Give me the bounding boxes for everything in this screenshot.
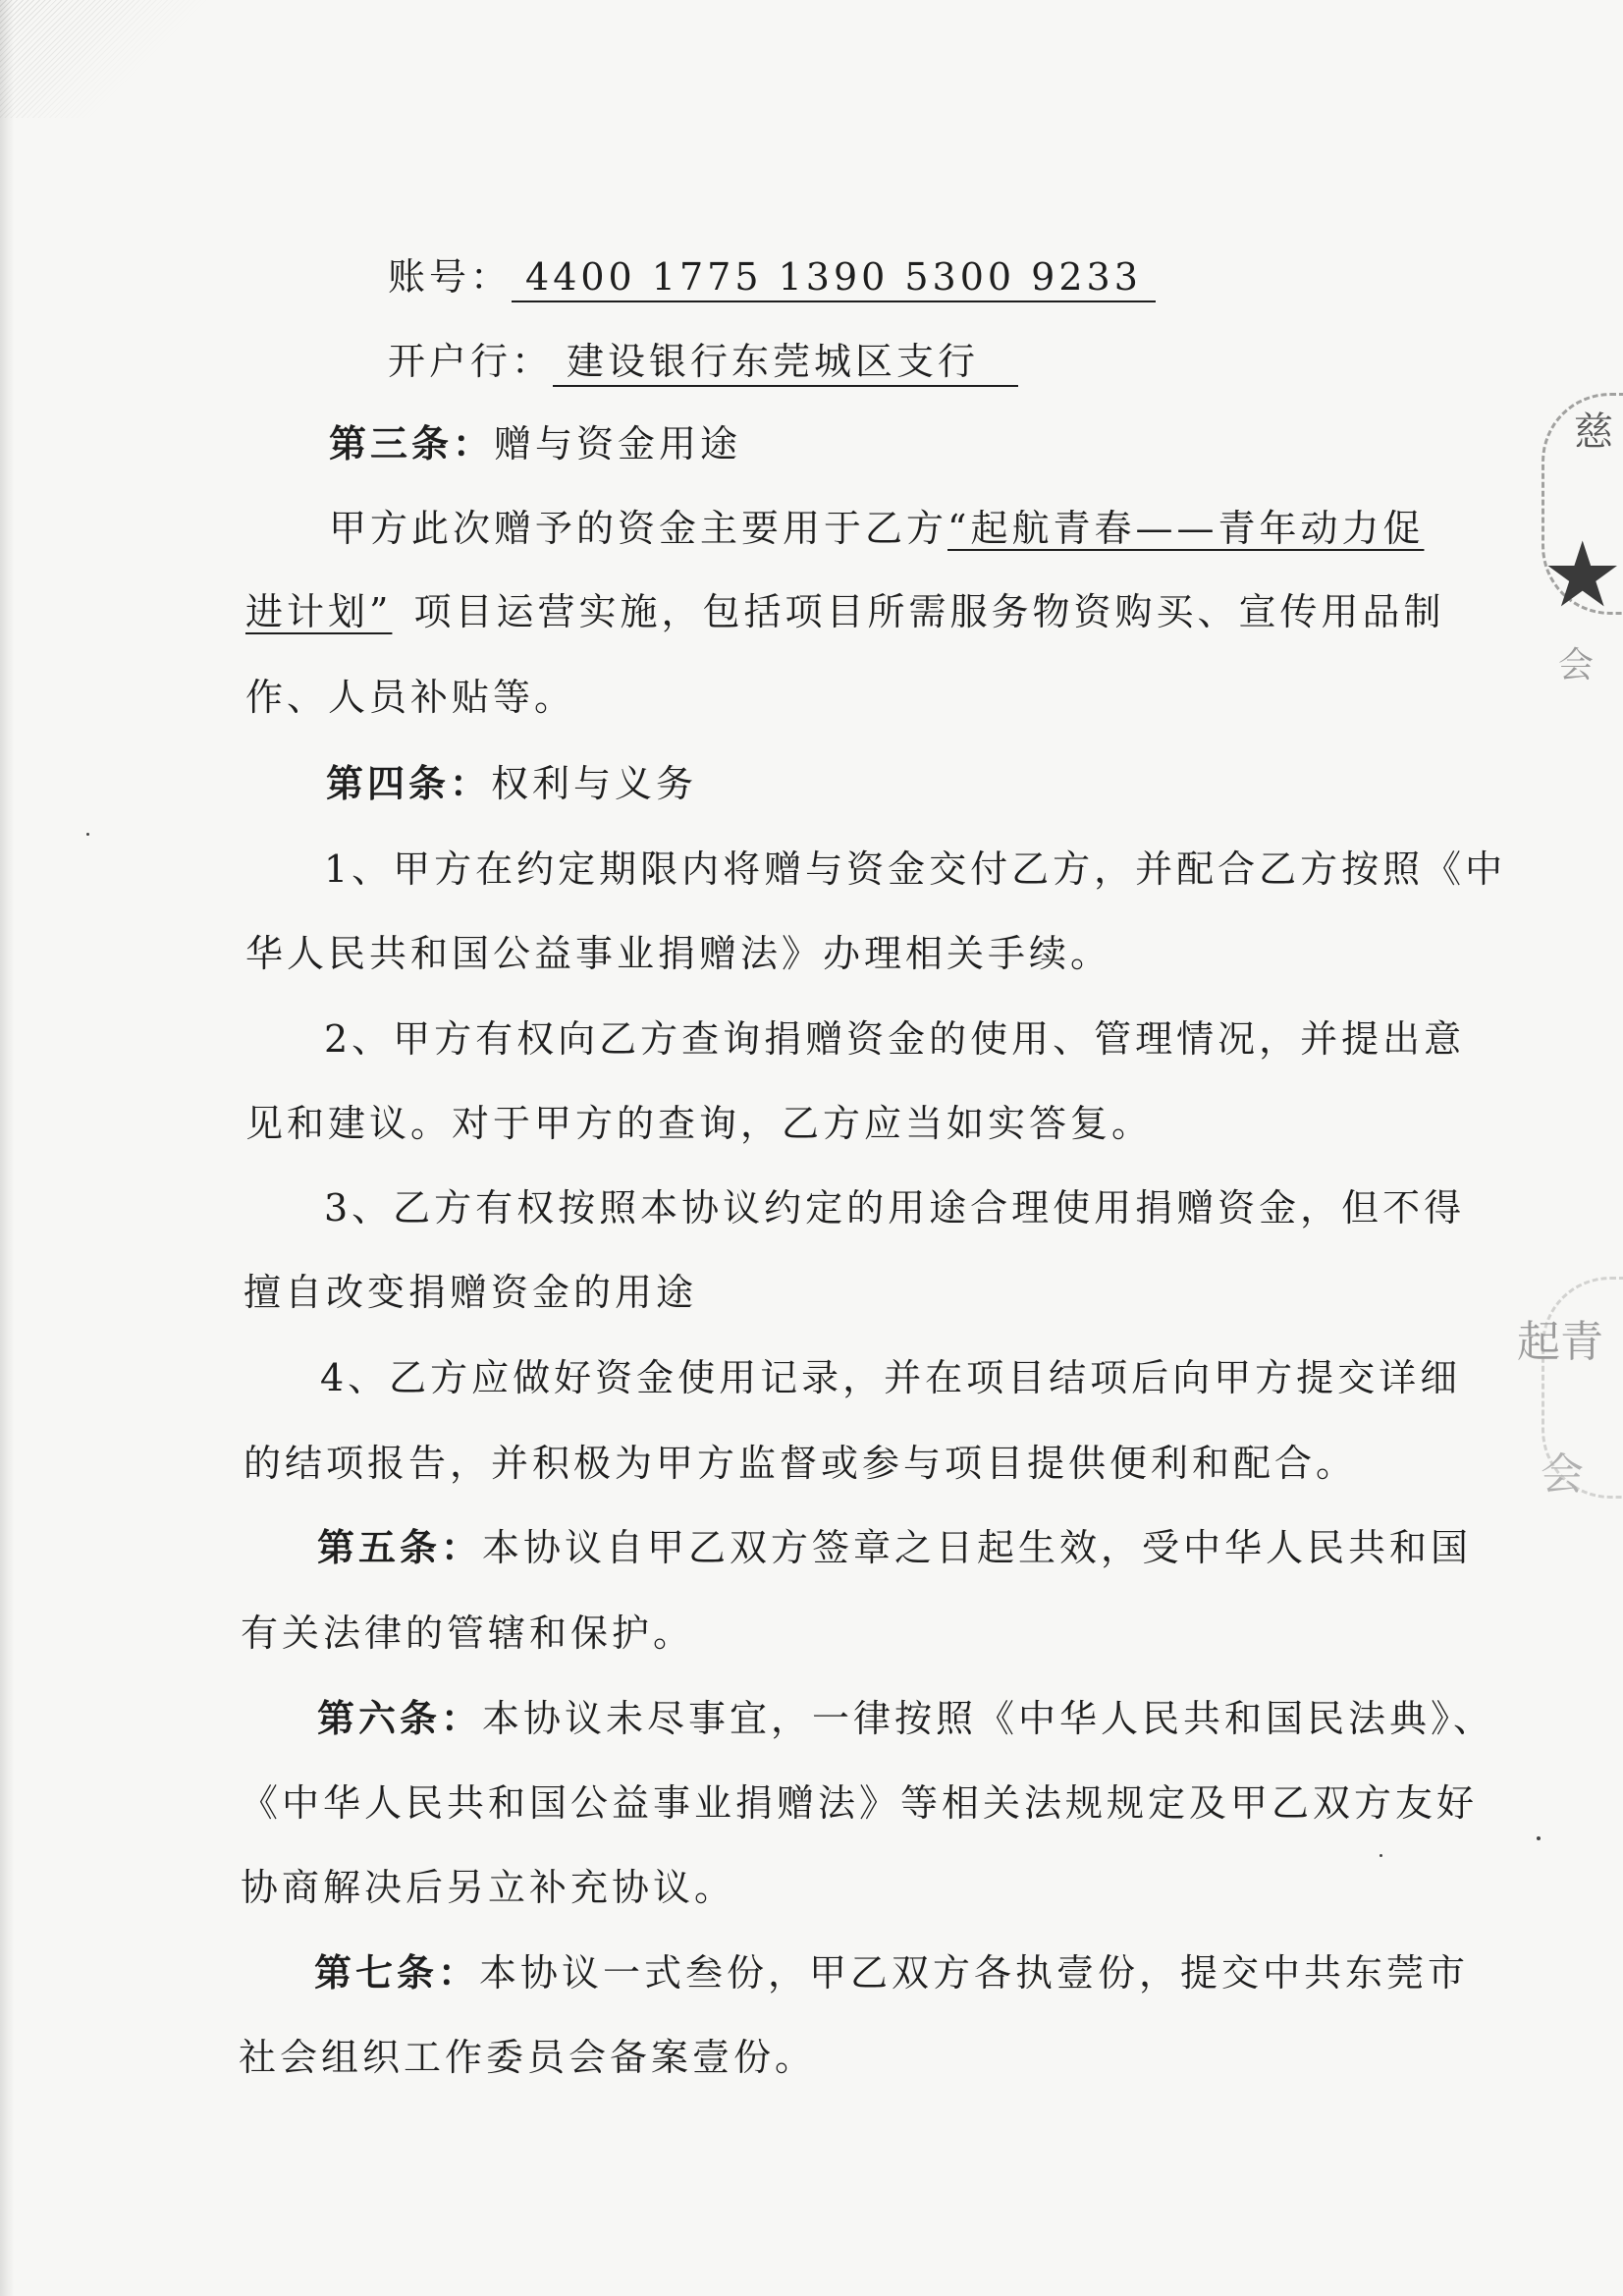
seal-char-3: 起青 [1517,1317,1603,1367]
article-4-item-1a: 1、甲方在约定期限内将赠与资金交付乙方，并配合乙方按照《中 [324,847,1507,891]
article-4-item-2a: 2、甲方有权向乙方查询捐赠资金的使用、管理情况，并提出意 [324,1017,1466,1061]
account-line [388,251,1156,302]
article-5-line-2: 有关法律的管辖和保护。 [241,1612,695,1655]
article-7-line-2: 社会组织工作委员会备案壹份。 [239,2036,817,2079]
article-7-line-1 [314,1947,1469,1998]
article-5-text-1: 本协议自甲乙双方签章之日起生效，受中华人民共和国 [482,1526,1473,1569]
article-4-item-2b: 见和建议。对于甲方的查询，乙方应当如实答复。 [245,1102,1154,1145]
article-4-item-1b: 华人民共和国公益事业捐赠法》办理相关手续。 [245,932,1112,975]
seal-char-4: 会 [1541,1449,1584,1500]
star-icon: ★ [1542,522,1623,628]
scan-speck [1537,1836,1541,1840]
article-4-item-4a: 4、乙方应做好资金使用记录，并在项目结项后向甲方提交详细 [320,1356,1462,1399]
article-3-heading: 第三条： [329,421,495,465]
scan-speck [86,833,89,836]
account-number: 4400 1775 1390 5300 9233 [512,253,1156,302]
bank-label: 开户行： [388,340,554,383]
article-6-heading: 第六条： [317,1696,483,1740]
article-3-heading-line [329,418,741,469]
article-3-line-1 [329,503,1424,554]
article-4-item-3a: 3、乙方有权按照本协议约定的用途合理使用捐赠资金，但不得 [324,1186,1466,1230]
article-6-text-1: 本协议未尽事宜，一律按照《中华人民共和国民法典》、 [482,1697,1495,1740]
article-3-text-2: 项目运营实施，包括项目所需服务物资购买、宣传用品制 [413,590,1445,633]
bank-line [388,336,1018,387]
article-4-heading: 第四条： [326,761,492,805]
article-6-line-1 [317,1693,1494,1744]
article-3-title: 赠与资金用途 [494,422,742,465]
project-name-part-2: 进计划” [245,590,393,633]
seal-char-2: 会 [1557,645,1594,685]
scan-corner-noise [0,0,236,118]
article-5-heading: 第五条： [317,1525,483,1569]
article-4-heading-line [326,758,697,809]
project-name-part-1: “起航青春——青年动力促 [947,507,1425,550]
scan-edge-shadow [0,0,14,2296]
article-4-title: 权利与义务 [491,762,698,805]
article-3-text-1: 甲方此次赠予的资金主要用于乙方 [329,507,948,550]
article-7-text-1: 本协议一式叁份，甲乙双方各执壹份，提交中共东莞市 [479,1951,1470,1995]
article-6-line-3: 协商解决后另立补充协议。 [241,1866,736,1909]
article-3-line-2 [245,586,1444,637]
bank-name: 建设银行东莞城区支行 [553,338,1018,387]
article-7-heading: 第七条： [314,1950,480,1995]
article-5-line-1 [317,1522,1472,1573]
article-3-line-3: 作、人员补贴等。 [245,676,576,719]
article-6-line-2: 《中华人民共和国公益事业捐赠法》等相关法规规定及甲乙双方友好 [241,1781,1479,1825]
seal-char-1: 慈 [1574,410,1613,455]
article-4-item-3b: 擅自改变捐赠资金的用途 [243,1271,698,1314]
account-label: 账号： [388,255,513,299]
article-4-item-4b: 的结项报告，并积极为甲方监督或参与项目提供便利和配合。 [243,1442,1358,1485]
scan-speck [1380,1854,1382,1857]
